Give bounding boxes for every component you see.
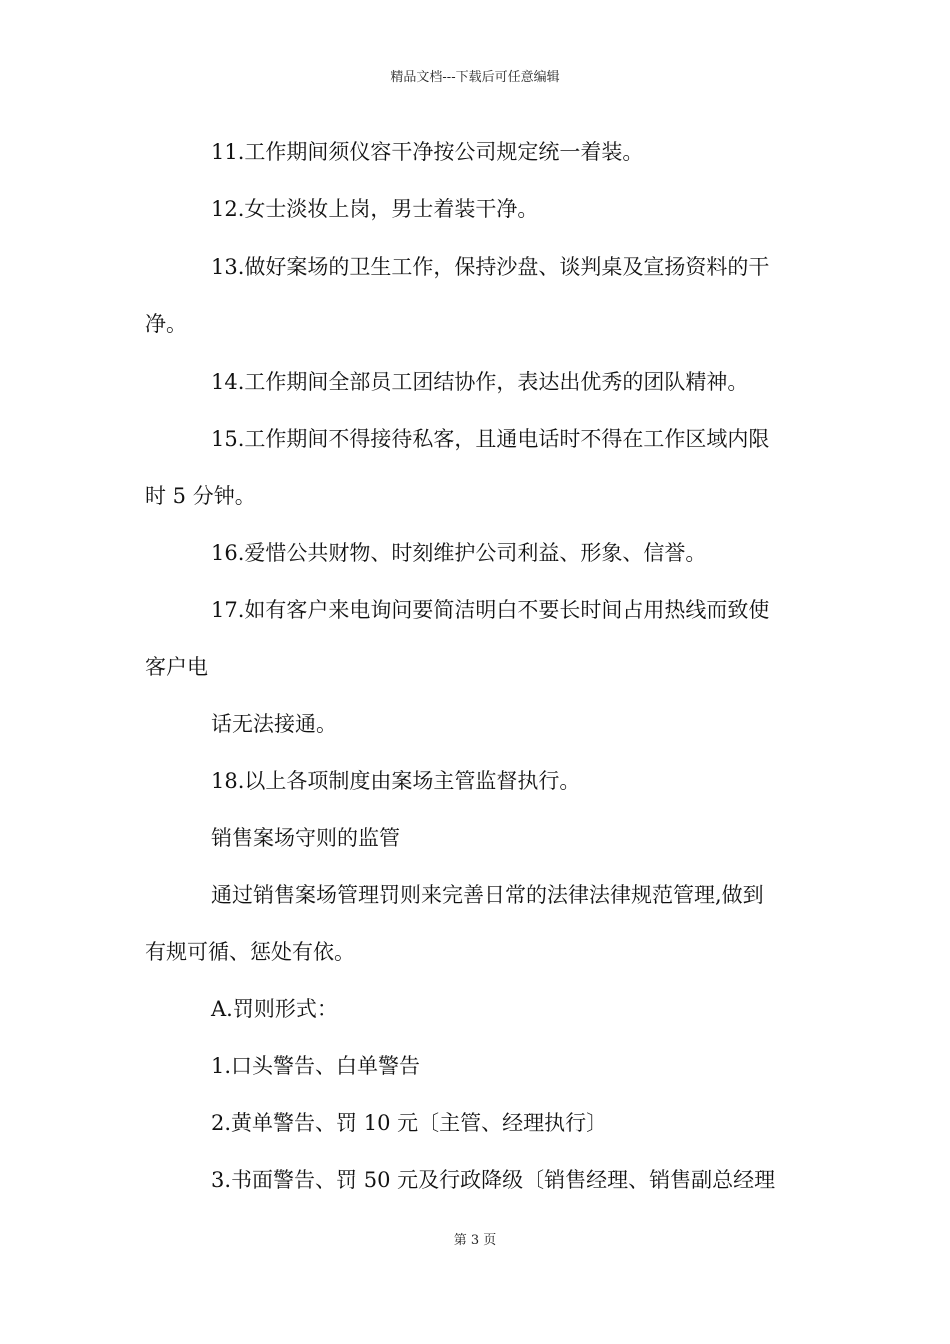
- page-number: 第 3 页: [453, 1233, 497, 1248]
- paragraph-line: 通过销售案场管理罚则来完善日常的法律法律规范管理,做到: [211, 883, 764, 907]
- paragraph-line: 净。: [145, 312, 187, 336]
- paragraph-line: 17.如有客户来电询问要简洁明白不要长时间占用热线而致使: [211, 598, 770, 622]
- page-header: 精品文档---下载后可任意编辑: [390, 70, 560, 85]
- paragraph-line: 有规可循、惩处有依。: [145, 940, 355, 964]
- paragraph-line: 客户电: [145, 655, 208, 679]
- list-heading: A.罚则形式：: [211, 997, 338, 1021]
- paragraph-line: 话无法接通。: [211, 712, 337, 736]
- paragraph-line: 18.以上各项制度由案场主管监督执行。: [211, 769, 581, 793]
- list-item: 2.黄单警告、罚 10 元〔主管、经理执行〕: [211, 1111, 608, 1135]
- list-item: 3.书面警告、罚 50 元及行政降级〔销售经理、销售副总经理: [211, 1168, 776, 1192]
- paragraph-line: 14.工作期间全部员工团结协作，表达出优秀的团队精神。: [211, 370, 749, 394]
- paragraph-line: 时 5 分钟。: [145, 484, 256, 508]
- list-item: 1.口头警告、白单警告: [211, 1054, 421, 1078]
- paragraph-line: 11.工作期间须仪容干净按公司规定统一着装。: [211, 140, 644, 164]
- paragraph-line: 15.工作期间不得接待私客，且通电话时不得在工作区域内限: [211, 427, 770, 451]
- paragraph-line: 16.爱惜公共财物、时刻维护公司利益、形象、信誉。: [211, 541, 707, 565]
- section-heading: 销售案场守则的监管: [211, 826, 400, 850]
- paragraph-line: 13.做好案场的卫生工作，保持沙盘、谈判桌及宣扬资料的干: [211, 255, 770, 279]
- paragraph-line: 12.女士淡妆上岗，男士着装干净。: [211, 197, 539, 221]
